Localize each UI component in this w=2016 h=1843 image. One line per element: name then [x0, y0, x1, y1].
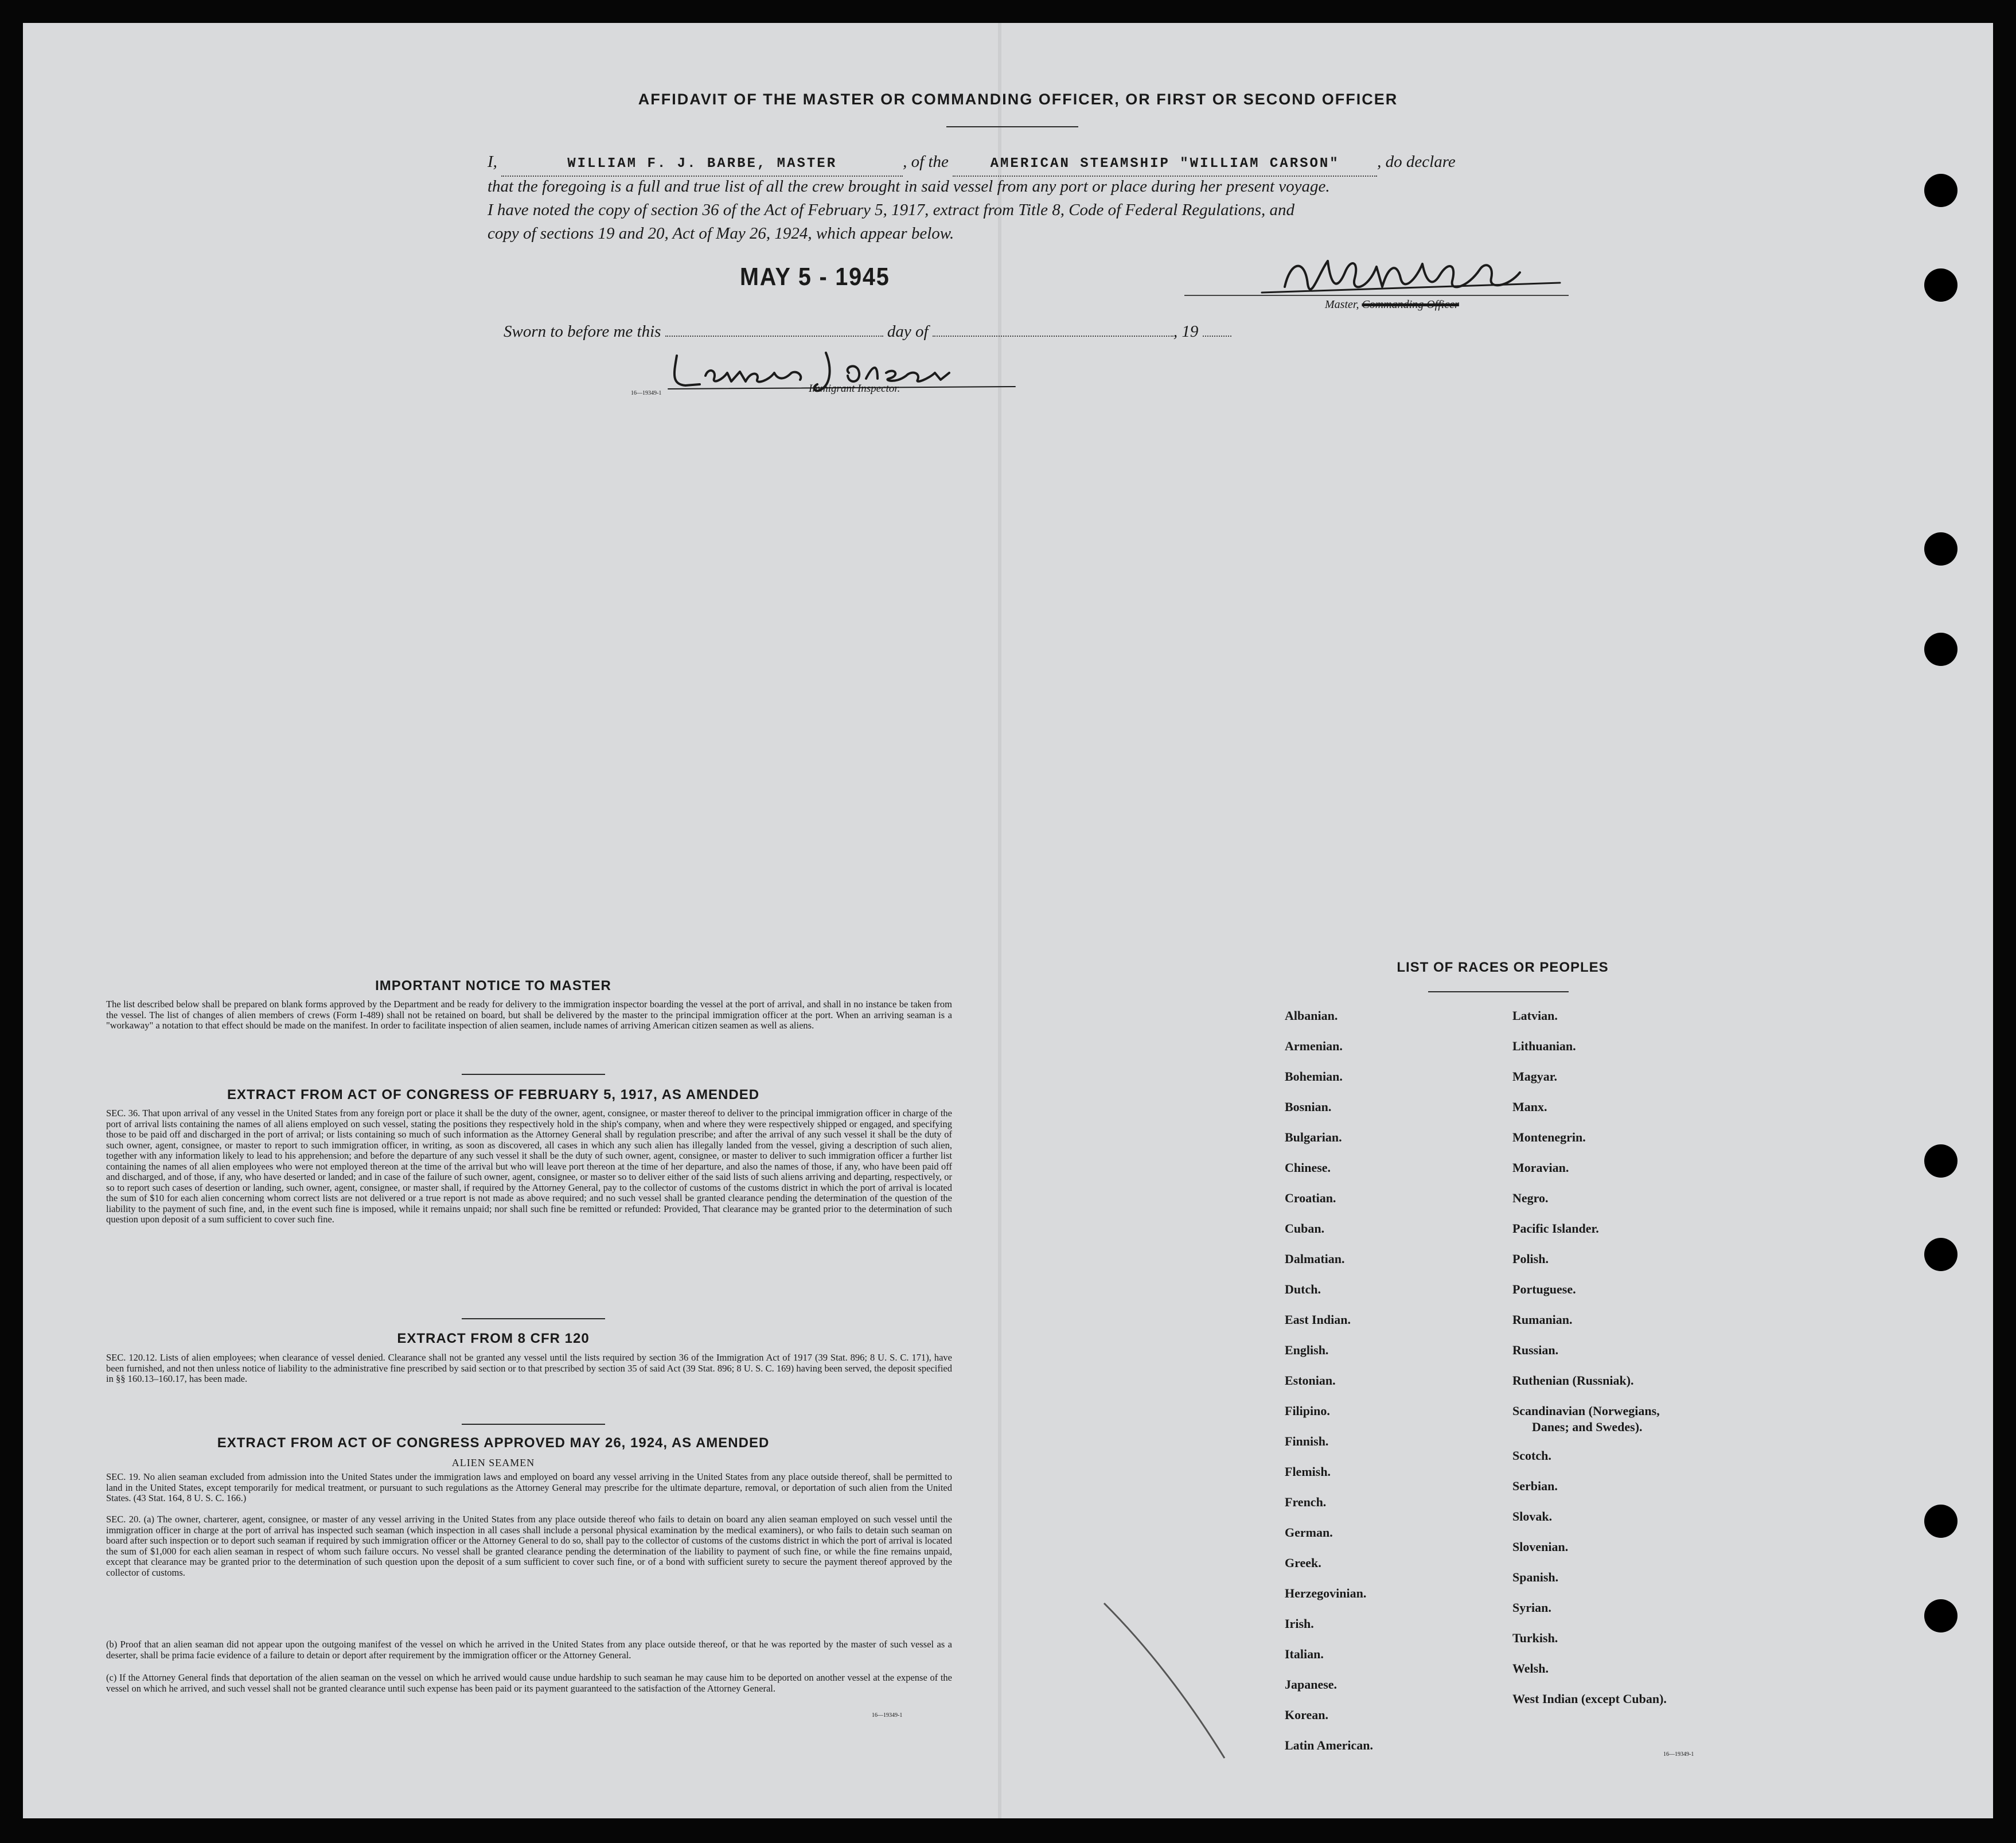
race-item: Manx. — [1512, 1100, 1547, 1114]
notice-title: IMPORTANT NOTICE TO MASTER — [375, 978, 611, 993]
punch-hole — [1924, 268, 1957, 302]
race-item: Flemish. — [1285, 1464, 1331, 1479]
divider — [462, 1074, 605, 1075]
punch-hole — [1924, 174, 1957, 207]
race-item: Albanian. — [1285, 1008, 1338, 1023]
affidavit-title: AFFIDAVIT OF THE MASTER OR COMMANDING OFFICER, OR FIRST OR SECOND OFFICER — [638, 91, 1398, 108]
race-item: Polish. — [1512, 1252, 1549, 1266]
master-role-label — [1325, 298, 1459, 311]
race-item: Cuban. — [1285, 1221, 1325, 1236]
race-item: Japanese. — [1285, 1677, 1337, 1692]
race-item: Scandinavian (Norwegians, — [1512, 1404, 1660, 1418]
master-label: Master, — [1325, 298, 1359, 311]
race-item: Chinese. — [1285, 1160, 1331, 1175]
do-declare-text: , do declare — [1377, 153, 1456, 171]
divider — [462, 1424, 605, 1425]
race-item: Magyar. — [1512, 1069, 1558, 1084]
race-item: Dalmatian. — [1285, 1252, 1345, 1266]
vessel-name-value: AMERICAN STEAMSHIP "WILLIAM CARSON" — [990, 156, 1340, 172]
notice-body: The list described below shall be prepared on blank forms approved by the Department and be ready for delivery to the immigration inspector boarding the vessel at the port of arrival, and shall in no instance be taken from the vessel. The list of changes of alien members of crews (Form I-489) shall not be retained on board, but shall be delivered by the master to the principal immigration officer at the port. When an arriving seaman is a "workaway" a notation to that effect should be made on the manifest. In order to facilitate inspection of alien seamen, include names of arriving American citizen seamen as well as aliens. — [106, 999, 952, 1031]
race-item: Slovak. — [1512, 1509, 1553, 1524]
extract-1924-sec20c: (c) If the Attorney General finds that deportation of the alien seaman on the vessel on which he arrived would cause undue hardship to such seaman he may cause him to be deported on another vessel at the expense of the vessel on which he arrived, and such vessel shall not be granted clearance until such expense has been paid or its payment guaranteed to the satisfaction of the Attorney General. — [106, 1672, 952, 1694]
fold-shadow — [998, 23, 1001, 1818]
vessel-name-field — [953, 150, 1377, 177]
day-of-text: day of — [887, 322, 929, 341]
race-item: English. — [1285, 1343, 1329, 1357]
inspector-label: Immigrant Inspector. — [809, 383, 900, 395]
extract-1924-title: EXTRACT FROM ACT OF CONGRESS APPROVED MAY 26, 1924, AS AMENDED — [217, 1435, 770, 1451]
form-number-top: 16—19349-1 — [631, 390, 662, 396]
declaration-line-2: that the foregoing is a full and true list of all the crew brought in said vessel from any port or place during her present voyage. — [488, 177, 1330, 196]
race-item: Montenegrin. — [1512, 1130, 1586, 1144]
race-item: Bohemian. — [1285, 1069, 1343, 1084]
declaration-prefix: I, — [488, 153, 497, 171]
race-item: Estonian. — [1285, 1373, 1336, 1388]
race-item: Slovenian. — [1512, 1540, 1569, 1554]
race-item: Finnish. — [1285, 1434, 1329, 1448]
extract-1917-body: SEC. 36. That upon arrival of any vessel in the United States from any foreign port or place it shall be the duty of the owner, agent, consignee, or master thereof to deliver to the principal immigration officer in charge of the port of arrival lists containing the names of all aliens employed on such vessel, stating the positions they respectively hold in the ship's company, when and where they were respectively shipped or engaged, and specifying those to be paid off and discharged in the port of arrival; or lists containing so much of such information as the Attorney General shall by regulation prescribe; and after the arrival of any such vessel it shall be the duty of such owner, agent, consignee, or master to report to such immigration officer, in writing, as soon as discovered, all cases in which any such alien has illegally landed from the vessel, giving a description of such alien, together with any information likely to lead to his apprehension; and before the departure of any such vessel it shall be the duty of such owner, agent, consignee, or master to deliver to such immigration officer a further list containing the names of all alien employees who were not employed thereon at the time of the arrival but who will leave port thereon at the time of her departure, and also the names of those, if any, who have been paid off and discharged, and of those, if any, who have deserted or landed; and in case of the failure of such owner, agent, consignee, or master so to deliver either of the said lists of such aliens arriving and departing, respectively, or so to report such cases of desertion or landing, such owner, agent, consignee, or master shall, if required by the Attorney General, pay to the collector of customs of the customs district in which the port of arrival is located the sum of $10 for each alien concerning whom correct lists are not delivered or a true report is not made as above required; and no such vessel shall be granted clearance pending the determination of the question of the liability to the payment of such fine, and, in the event such fine is imposed, while it remains unpaid; nor shall such fine be remitted or refunded: Provided, That clearance may be granted prior to the determination of such question upon deposit of a sum sufficient to cover such fine. — [106, 1108, 952, 1225]
race-item: Lithuanian. — [1512, 1039, 1576, 1053]
sworn-day-field[interactable] — [665, 336, 883, 337]
race-item: Russian. — [1512, 1343, 1559, 1357]
race-item: Greek. — [1285, 1556, 1321, 1570]
races-title: LIST OF RACES OR PEOPLES — [1397, 960, 1609, 975]
race-item: Herzegovinian. — [1285, 1586, 1367, 1600]
race-item: Rumanian. — [1512, 1312, 1573, 1327]
extract-cfr-title: EXTRACT FROM 8 CFR 120 — [397, 1331, 590, 1346]
declaration-line-4: copy of sections 19 and 20, Act of May 26, 1924, which appear below. — [488, 224, 954, 243]
race-item: Korean. — [1285, 1708, 1328, 1722]
extract-1924-subtitle: ALIEN SEAMEN — [451, 1457, 535, 1468]
race-item: Italian. — [1285, 1647, 1324, 1661]
race-item: Welsh. — [1512, 1661, 1549, 1676]
extract-cfr-body: SEC. 120.12. Lists of alien employees; when clearance of vessel denied. Clearance shall not be granted any vessel until the lists required by section 36 of the Immigration Act of 1917 (39 Stat. 896; 8 U. S. C. 171), have been furnished, and not then unless notice of liability to the administrative fine prescribed by said section or to that prescribed by section 35 of said Act (39 Stat. 896; 8 U. S. C. 169) having been served, the deposit specified in §§ 160.13–160.17, has been made. — [106, 1352, 952, 1384]
master-name-value: WILLIAM F. J. BARBE, MASTER — [567, 156, 837, 172]
form-number-left: 16—19349-1 — [872, 1712, 903, 1719]
race-item: Turkish. — [1512, 1631, 1558, 1645]
race-item: Bulgarian. — [1285, 1130, 1342, 1144]
race-item: Negro. — [1512, 1191, 1549, 1205]
divider — [946, 126, 1078, 127]
declaration-line-1 — [488, 150, 1572, 177]
race-item: Ruthenian (Russniak). — [1512, 1373, 1634, 1388]
race-item: Latin American. — [1285, 1738, 1373, 1752]
punch-hole — [1924, 1599, 1957, 1632]
divider — [462, 1318, 605, 1319]
extract-1924-sec20a: SEC. 20. (a) The owner, charterer, agent, consignee, or master of any vessel arriving in the United States from any place outside thereof who fails to detain on board any alien seaman employed on such vessel until the immigration officer in charge at the port of arrival has inspected such seaman (which inspection in all cases shall include a personal physical examination by the medical examiners), or who fails to detain such seaman on board after such inspection or to deport such seaman if required by such immigration officer or the Attorney General to do so, shall pay to the collector of customs of the customs district in which the port of arrival is located the sum of $1,000 for each alien seaman in respect of whom such failure occurs. No vessel shall be granted clearance pending the determination of the liability to payment of such fine, or while the fine remains unpaid, except that clearance may be granted prior to the determination of such question upon the deposit of a sum sufficient to cover such fine, or of a bond with sufficient surety to secure the payment thereof approved by the collector of customs. — [106, 1514, 952, 1578]
race-item: Pacific Islander. — [1512, 1221, 1599, 1236]
race-item: Serbian. — [1512, 1479, 1558, 1493]
race-item: Danes; and Swedes). — [1532, 1420, 1643, 1434]
master-name-field — [501, 150, 903, 177]
master-signature-line — [1184, 295, 1569, 296]
punch-hole — [1924, 1238, 1957, 1271]
pencil-mark — [1101, 1600, 1245, 1772]
sworn-line — [504, 320, 1352, 344]
extract-1924-sec20b: (b) Proof that an alien seaman did not appear upon the outgoing manifest of the vessel on which he arrived in the United States from any place outside thereof, or that he was reported by the master of such vessel as a deserter, shall be prima facie evidence of a failure to detain or deport after requirement by the immigration officer or the Attorney General. — [106, 1639, 952, 1661]
sworn-month-field[interactable] — [933, 336, 1173, 337]
race-item: Bosnian. — [1285, 1100, 1332, 1114]
race-item: Armenian. — [1285, 1039, 1343, 1053]
race-item: Portuguese. — [1512, 1282, 1576, 1296]
struck-title: Commanding Officer — [1362, 298, 1459, 311]
race-item: West Indian (except Cuban). — [1512, 1692, 1667, 1706]
punch-hole — [1924, 633, 1957, 666]
date-stamp: MAY 5 - 1945 — [740, 263, 890, 291]
document-page — [23, 23, 1993, 1818]
race-item: Scotch. — [1512, 1448, 1551, 1463]
declaration-line-3: I have noted the copy of section 36 of the Act of February 5, 1917, extract from Title 8, Code of Federal Regulations, and — [488, 201, 1295, 219]
race-item: French. — [1285, 1495, 1327, 1509]
race-item: Syrian. — [1512, 1600, 1551, 1615]
sworn-year-field[interactable] — [1203, 336, 1231, 337]
form-number-right: 16—19349-1 — [1663, 1751, 1694, 1758]
extract-1924-sec19: SEC. 19. No alien seaman excluded from admission into the United States under the immigration laws and employed on board any vessel arriving in the United States from any place outside thereof, shall be permitted to land in the United States, except temporarily for medical treatment, or pursuant to such regulations as the Attorney General may prescribe for the ultimate departure, removal, or deportation of such alien from the United States. (43 Stat. 164, 8 U. S. C. 166.) — [106, 1471, 952, 1503]
race-item: Filipino. — [1285, 1404, 1330, 1418]
race-item: East Indian. — [1285, 1312, 1351, 1327]
race-item: Spanish. — [1512, 1570, 1559, 1584]
punch-hole — [1924, 532, 1957, 566]
sworn-prefix: Sworn to before me this — [504, 322, 661, 341]
divider — [1428, 991, 1569, 992]
of-the-text: , of the — [903, 153, 949, 171]
punch-hole — [1924, 1505, 1957, 1538]
race-item: Croatian. — [1285, 1191, 1336, 1205]
race-item: Moravian. — [1512, 1160, 1569, 1175]
race-item: Dutch. — [1285, 1282, 1321, 1296]
race-item: German. — [1285, 1525, 1333, 1540]
punch-hole — [1924, 1144, 1957, 1178]
extract-1917-title: EXTRACT FROM ACT OF CONGRESS OF FEBRUARY 5, 1917, AS AMENDED — [227, 1087, 760, 1102]
race-item: Irish. — [1285, 1616, 1314, 1631]
race-item: Latvian. — [1512, 1008, 1558, 1023]
year-prefix: , 19 — [1173, 322, 1199, 341]
